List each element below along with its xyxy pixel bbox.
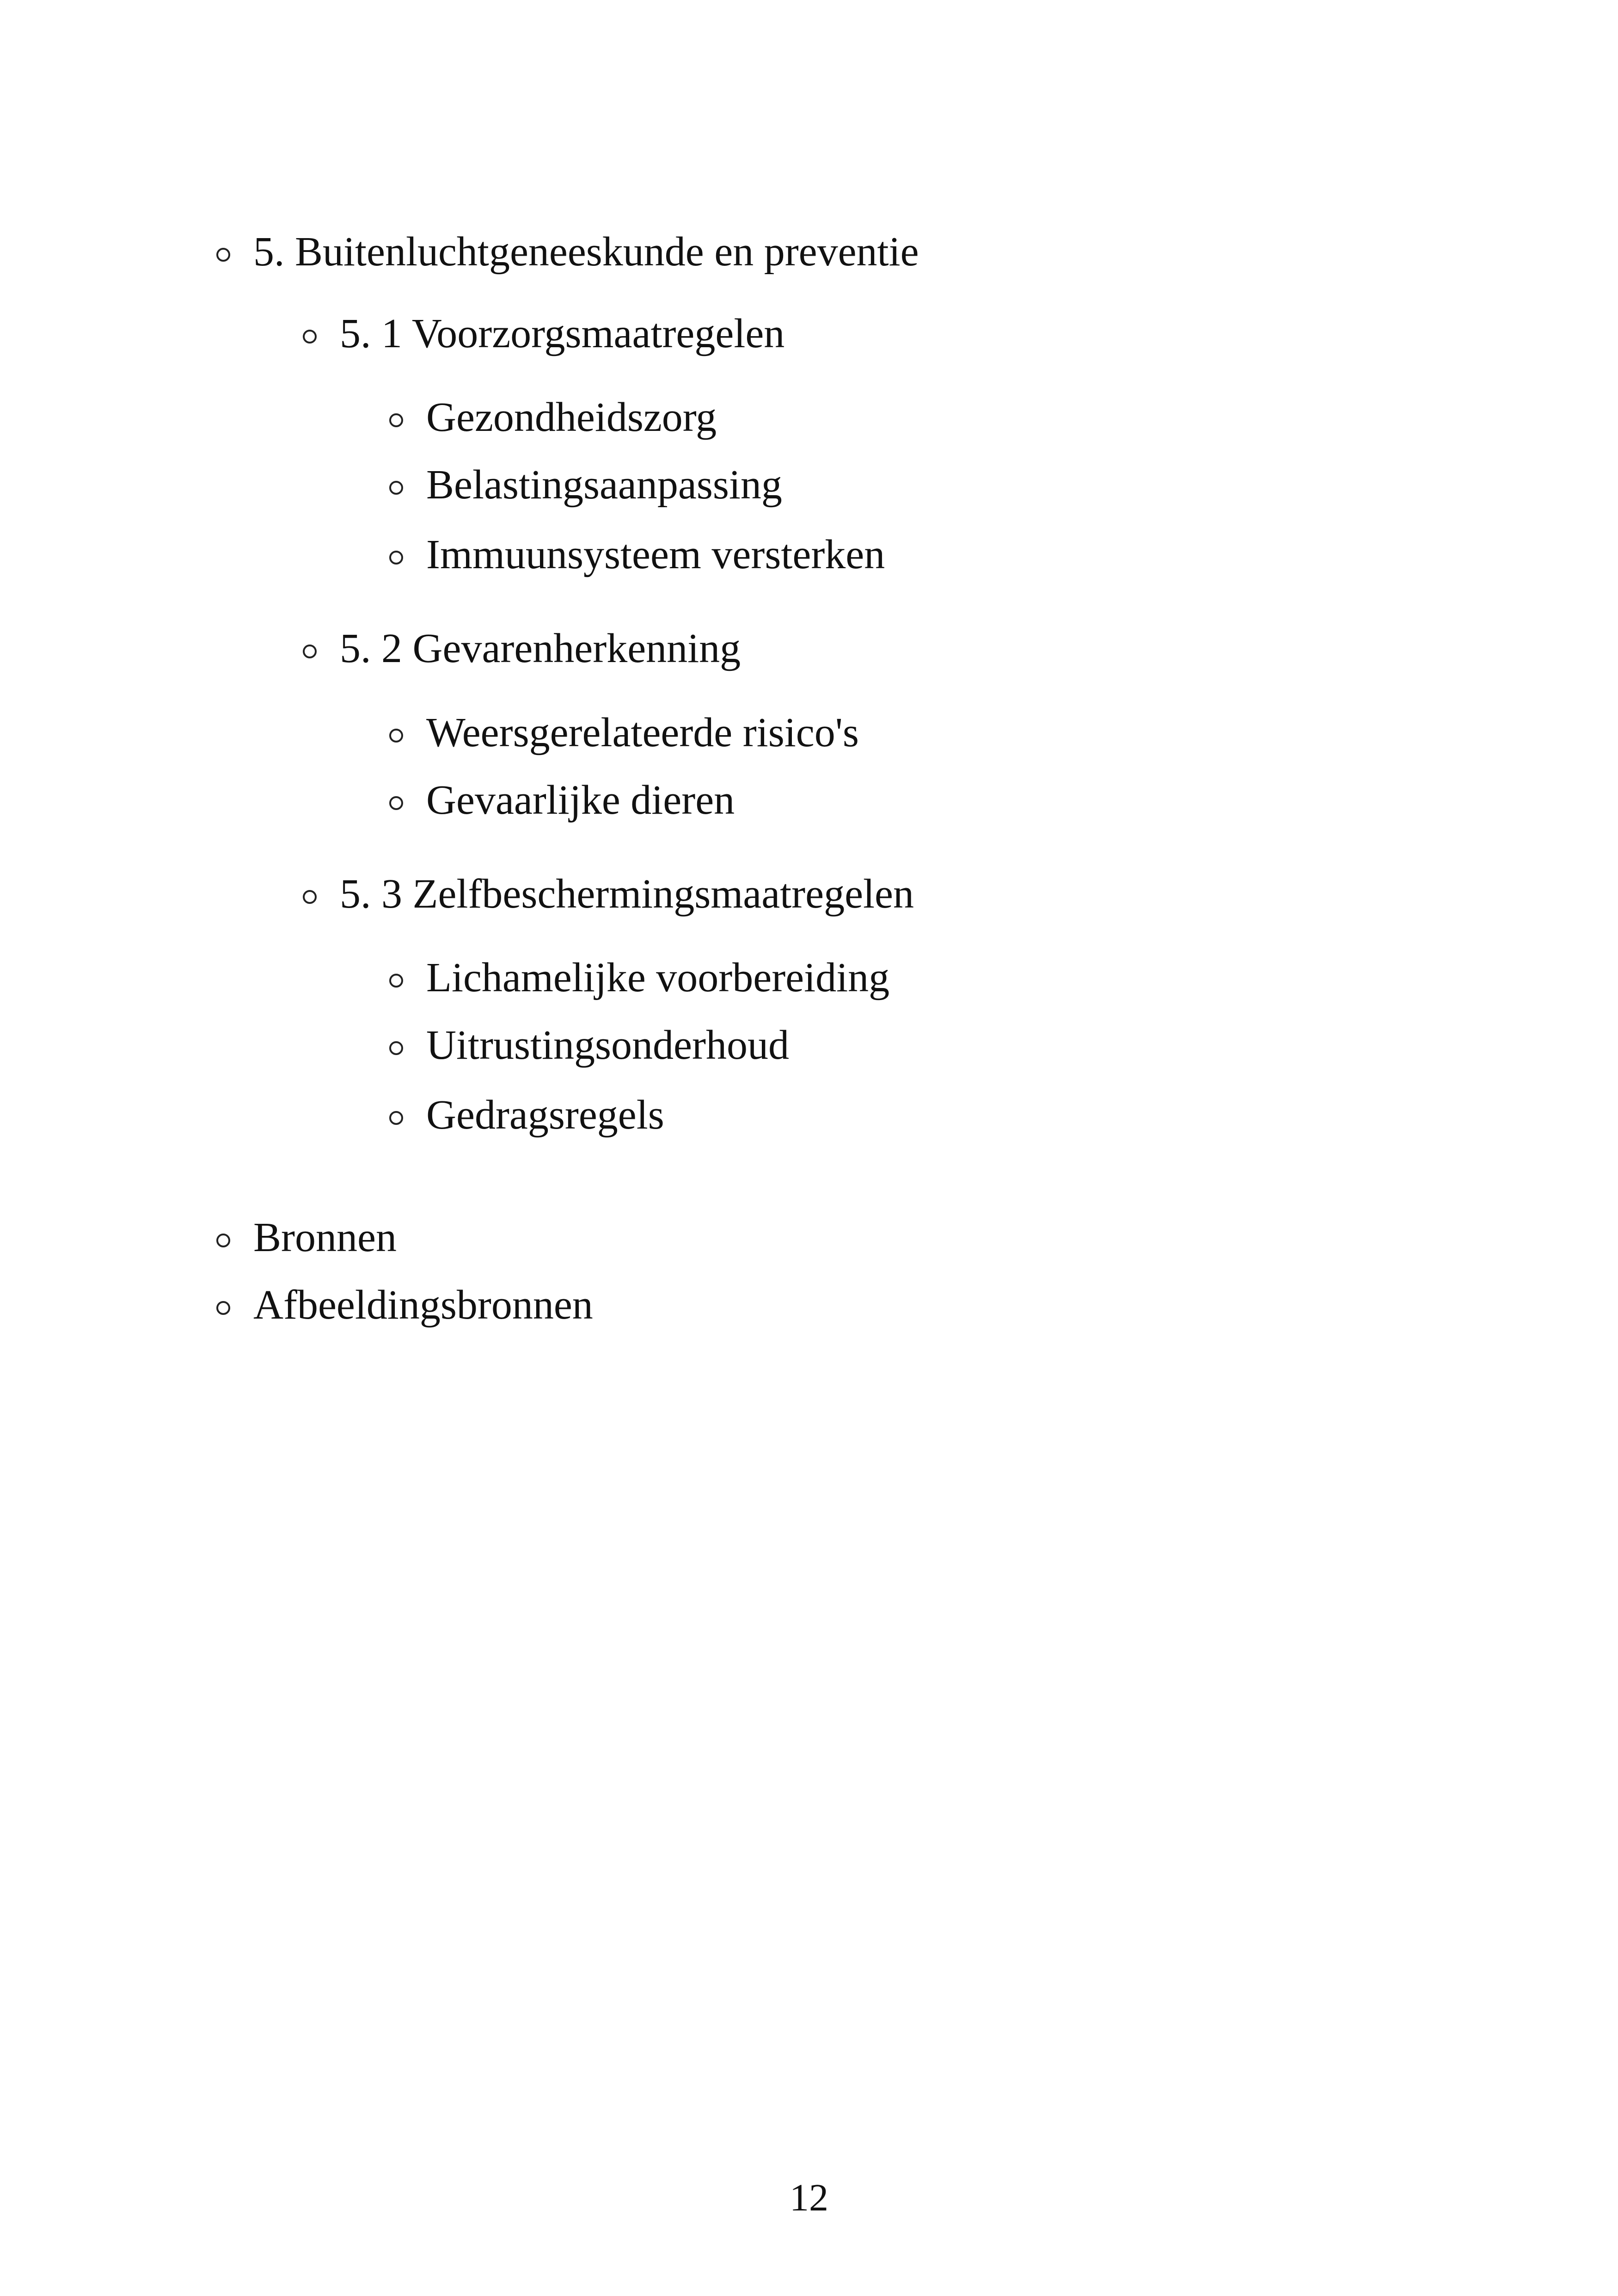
toc-entry-5-3-item[interactable] <box>389 1022 789 1068</box>
toc-entry-5-3-item[interactable] <box>389 1094 664 1136</box>
toc-entry-5-2-item[interactable] <box>389 712 859 754</box>
toc-entry-label: Lichamelijke voorbereiding <box>426 955 890 1001</box>
toc-entry-label: Bronnen <box>253 1215 397 1260</box>
hollow-circle-bullet-icon <box>389 481 403 495</box>
hollow-circle-bullet-icon <box>389 796 403 810</box>
toc-entry-5-3[interactable] <box>303 873 914 915</box>
toc-entry-label: 5. 2 Gevarenherkenning <box>340 626 741 671</box>
toc-entry-label: 5. Buitenluchtgeneeskunde en preventie <box>253 229 919 275</box>
toc-entry-afbeeldingsbronnen[interactable] <box>216 1284 593 1326</box>
toc-entry-5-1-item[interactable] <box>389 534 885 576</box>
toc-entry-label: Uitrustingsonderhoud <box>426 1022 789 1068</box>
toc-entry-label: 5. 1 Voorzorgsmaatregelen <box>340 311 785 356</box>
toc-entry-5-1[interactable] <box>303 313 784 355</box>
toc-entry-label: Gezondheidszorg <box>426 394 717 440</box>
hollow-circle-bullet-icon <box>216 1301 230 1315</box>
toc-entry-5-2[interactable] <box>303 628 741 669</box>
toc-entry-5-2-item[interactable] <box>389 777 735 823</box>
hollow-circle-bullet-icon <box>389 1111 403 1125</box>
hollow-circle-bullet-icon <box>389 551 403 565</box>
toc-entry-5-1-item[interactable] <box>389 464 782 506</box>
hollow-circle-bullet-icon <box>216 248 230 262</box>
hollow-circle-bullet-icon <box>389 974 403 988</box>
hollow-circle-bullet-icon <box>389 729 403 743</box>
hollow-circle-bullet-icon <box>389 1041 403 1055</box>
toc-entry-label: Gevaarlijke dieren <box>426 777 735 823</box>
toc-entry-label: 5. 3 Zelfbeschermingsmaatregelen <box>340 871 914 917</box>
hollow-circle-bullet-icon <box>303 645 317 658</box>
hollow-circle-bullet-icon <box>389 413 403 427</box>
page-number: 12 <box>790 2176 828 2219</box>
hollow-circle-bullet-icon <box>303 330 317 344</box>
toc-entry-label: Weersgerelateerde risico's <box>426 710 859 755</box>
hollow-circle-bullet-icon <box>216 1234 230 1247</box>
toc-entry-5[interactable] <box>216 231 919 273</box>
toc-entry-label: Afbeeldingsbronnen <box>253 1282 593 1328</box>
toc-entry-bronnen[interactable] <box>216 1217 397 1259</box>
toc-entry-5-1-item[interactable] <box>389 394 717 440</box>
toc-entry-5-3-item[interactable] <box>389 957 889 999</box>
toc-entry-label: Belastingsaanpassing <box>426 462 782 508</box>
toc-entry-label: Gedragsregels <box>426 1092 664 1138</box>
toc-entry-label: Immuunsysteem versterken <box>426 532 885 577</box>
hollow-circle-bullet-icon <box>303 890 317 904</box>
